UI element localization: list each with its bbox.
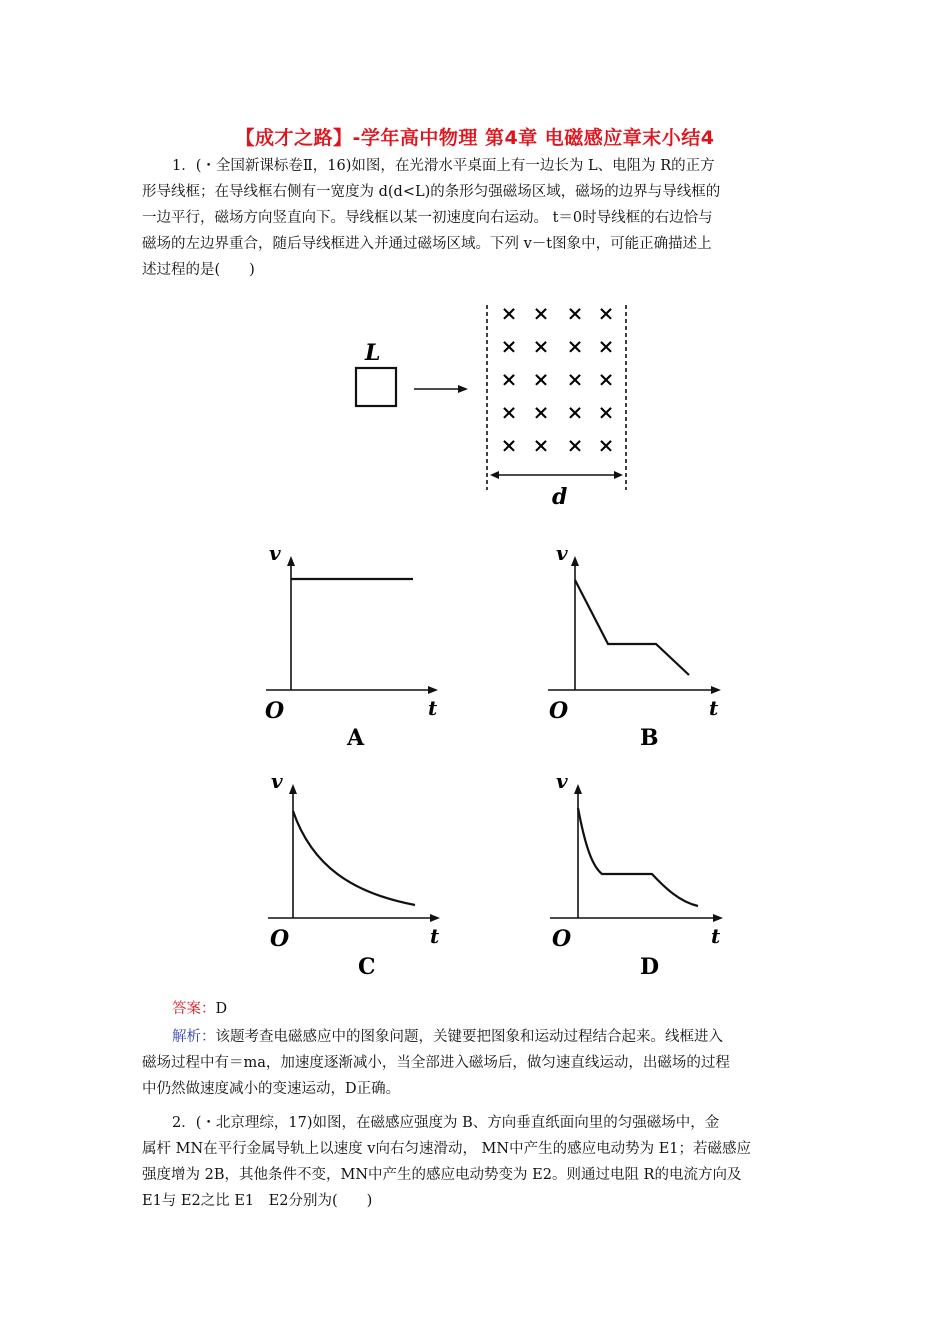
magnetic-field-figure — [356, 301, 626, 510]
answer-line — [142, 996, 812, 1022]
field-cross: × — [566, 334, 584, 358]
origin-label: O — [552, 926, 572, 952]
t-axis-arrow — [430, 914, 440, 922]
field-cross: × — [566, 301, 584, 325]
field-cross: × — [532, 301, 550, 325]
v-axis-arrow — [574, 784, 582, 794]
graph-d-label: D — [640, 954, 660, 980]
q2-line: 2．(・北京理综，17)如图，在磁感应强度为 B、方向垂直纸面向里的匀强磁场中，金 — [172, 1115, 720, 1131]
dimension-arrow-right — [614, 471, 623, 479]
square-side-label: L — [365, 340, 381, 366]
v-axis-arrow — [289, 784, 297, 794]
graph-b — [548, 541, 721, 751]
answer-block — [142, 996, 812, 1022]
t-axis-arrow — [711, 686, 721, 694]
t-axis-arrow — [428, 686, 438, 694]
graph-c-label: C — [358, 954, 376, 980]
v-axis-label: v — [556, 769, 568, 793]
field-cross: × — [597, 367, 615, 391]
wire-loop — [356, 368, 396, 406]
graph-b-curve — [575, 580, 689, 675]
v-axis-arrow — [287, 556, 295, 566]
field-cross: × — [532, 433, 550, 457]
analysis-line: 中仍然做速度减小的变速运动，D正确。 — [142, 1081, 401, 1097]
q1-line: 形导线框；在导线框右侧有一宽度为 d(d<L)的条形匀强磁场区域，磁场的边界与导线框的 — [142, 184, 721, 200]
field-cross: × — [597, 433, 615, 457]
field-cross: × — [500, 400, 518, 424]
analysis-label: 解析： — [172, 1029, 216, 1045]
t-axis-label: t — [709, 696, 719, 720]
origin-label: O — [270, 926, 290, 952]
v-axis-label: v — [271, 769, 283, 793]
q2-line: E1与 E2之比 E1 E2分别为( ) — [142, 1193, 373, 1209]
analysis-line: 磁场过程中有＝ma，加速度逐渐减小，当全部进入磁场后，做匀速直线运动，出磁场的过程 — [142, 1055, 730, 1071]
analysis-block — [142, 1024, 812, 1102]
field-cross: × — [532, 367, 550, 391]
t-axis-label: t — [428, 696, 438, 720]
answer-label: 答案： — [172, 1001, 216, 1017]
field-crosses — [501, 301, 615, 457]
origin-label: O — [265, 698, 285, 724]
t-axis-label: t — [711, 924, 721, 948]
q1-line: 1．(・全国新课标卷Ⅱ，16)如图，在光滑水平桌面上有一边长为 L、电阻为 R的正方 — [172, 158, 715, 174]
q1-line: 述过程的是( ) — [142, 262, 255, 278]
graph-a-label: A — [347, 725, 365, 751]
field-cross: × — [500, 334, 518, 358]
field-cross: × — [532, 334, 550, 358]
field-width-label: d — [552, 484, 568, 510]
field-cross: × — [597, 301, 615, 325]
origin-label: O — [549, 698, 569, 724]
graph-d — [550, 769, 723, 980]
graph-d-curve — [578, 808, 698, 906]
field-cross: × — [500, 301, 518, 325]
field-cross: × — [566, 400, 584, 424]
graph-c — [268, 769, 440, 980]
q2-line: 强度增为 2B，其他条件不变，MN中产生的感应电动势变为 E2。则通过电阻 R的电流方向及 — [142, 1167, 742, 1183]
t-axis-arrow — [713, 914, 723, 922]
q1-line: 一边平行，磁场方向竖直向下。导线框以某一初速度向右运动。 t＝0时导线框的右边恰与 — [142, 210, 713, 226]
answer-value: D — [215, 1001, 228, 1017]
dimension-arrow-left — [490, 471, 499, 479]
velocity-arrowhead — [458, 385, 468, 393]
field-cross: × — [597, 334, 615, 358]
field-cross: × — [566, 433, 584, 457]
page-title: 【成才之路】-学年高中物理 第4章 电磁感应章末小结4 — [235, 127, 715, 149]
graph-b-label: B — [640, 725, 659, 751]
field-cross: × — [597, 400, 615, 424]
analysis-line — [142, 1024, 812, 1050]
graph-c-curve — [293, 811, 415, 905]
analysis-text: 该题考查电磁感应中的图象问题，关键要把图象和运动过程结合起来。线框进入 — [215, 1029, 723, 1045]
v-axis-label: v — [269, 541, 281, 565]
q1-line: 磁场的左边界重合，随后导线框进入并通过磁场区域。下列 v－t图象中，可能正确描述上 — [142, 236, 712, 252]
field-cross: × — [500, 367, 518, 391]
question-2 — [142, 1110, 812, 1214]
v-axis-label: v — [556, 541, 568, 565]
field-cross: × — [566, 367, 584, 391]
field-cross: × — [500, 433, 518, 457]
graph-a — [265, 541, 438, 751]
v-axis-arrow — [571, 556, 579, 566]
q2-line: 属杆 MN在平行金属导轨上以速度 v向右匀速滑动， MN中产生的感应电动势为 E1；若磁感应 — [142, 1141, 752, 1157]
field-cross: × — [532, 400, 550, 424]
t-axis-label: t — [430, 924, 440, 948]
